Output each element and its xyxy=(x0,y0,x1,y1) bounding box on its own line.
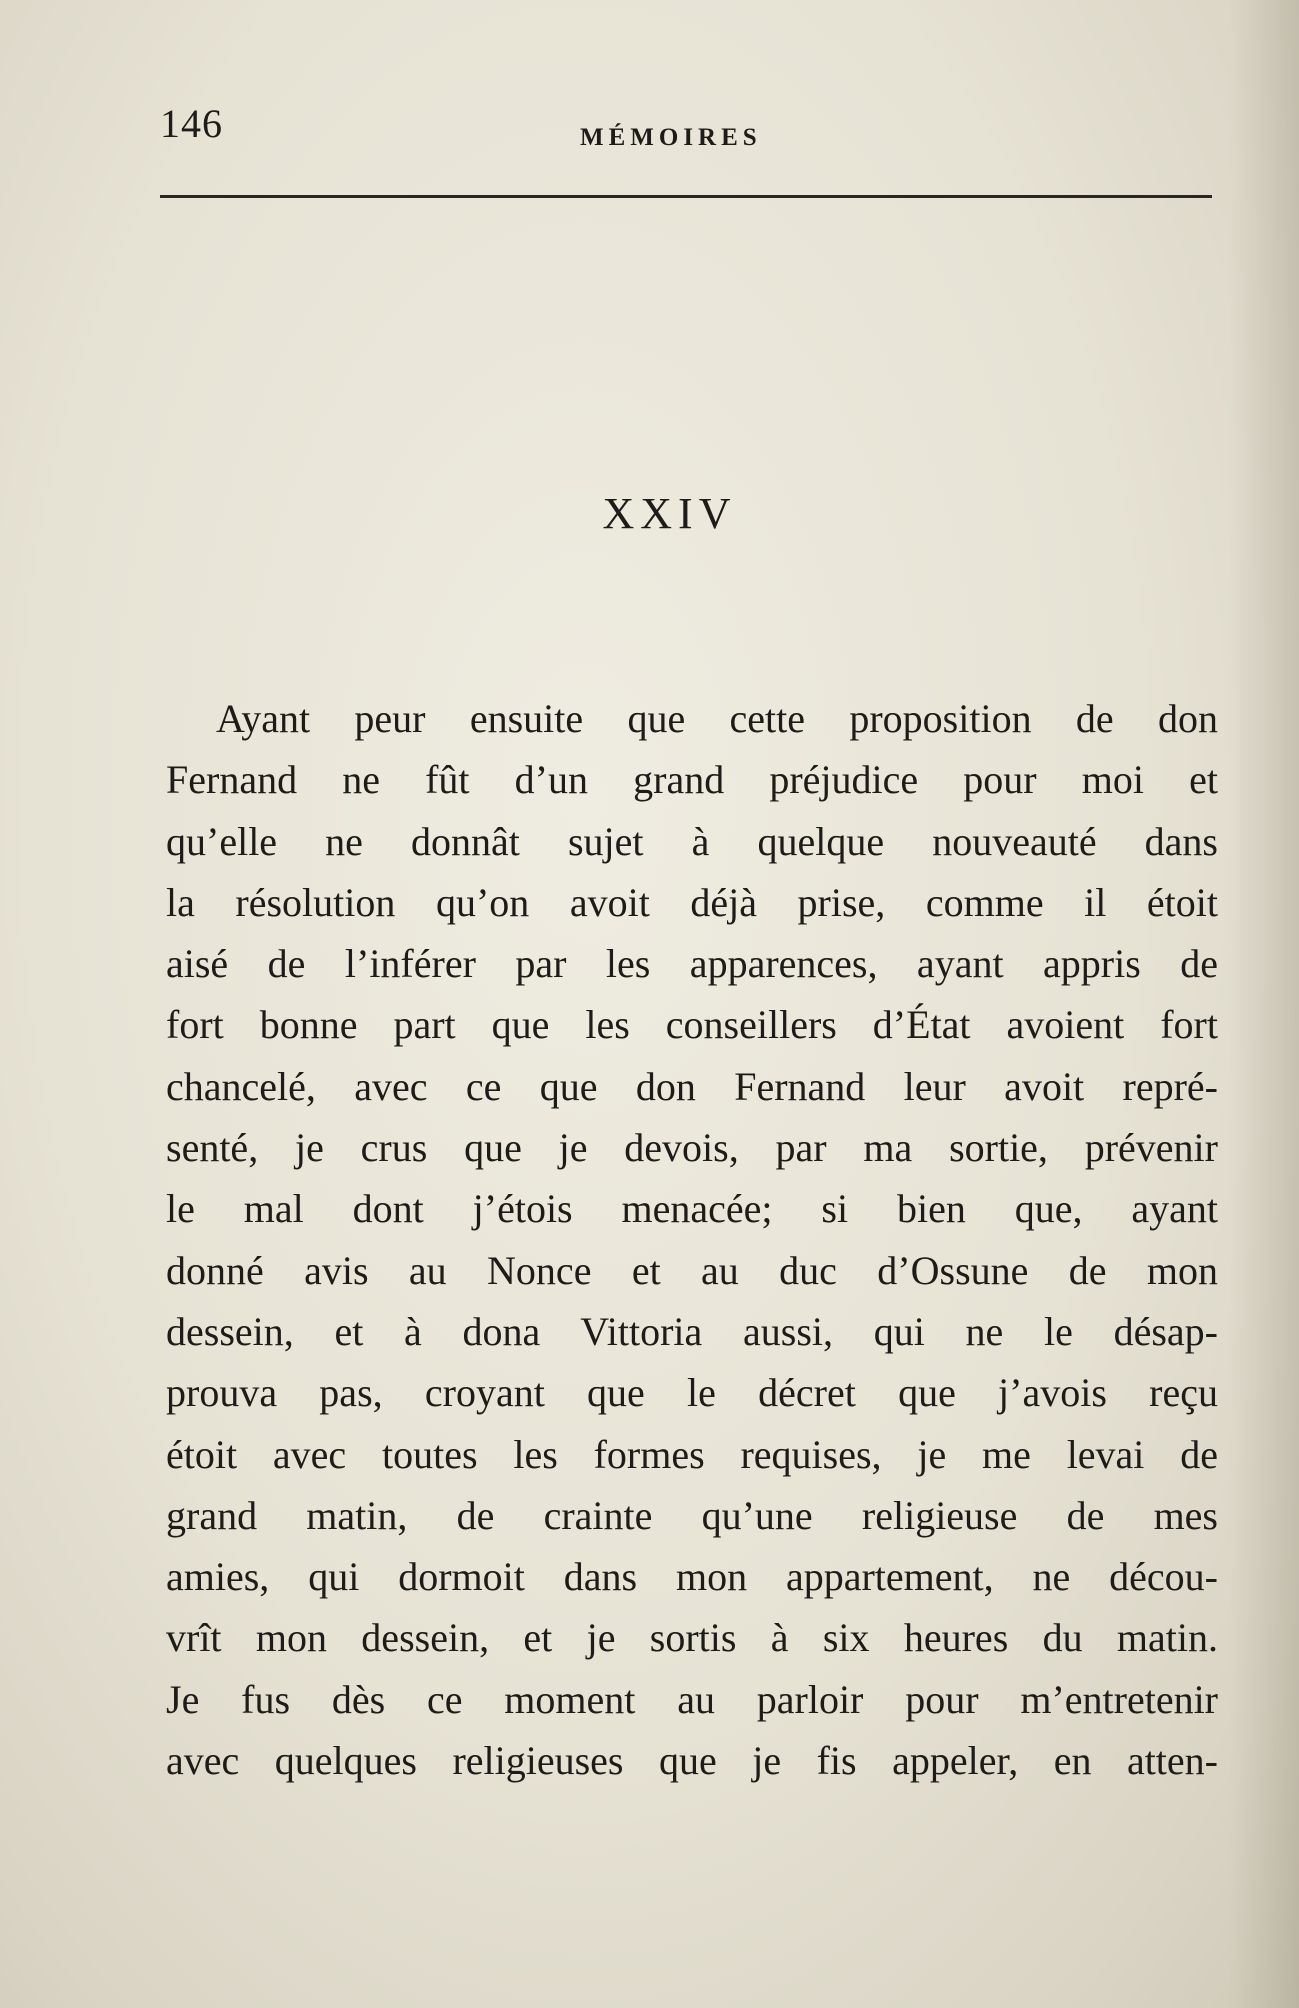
text-line: aisé de l’inférer par les apparences, ayant appris de xyxy=(166,941,1218,987)
text-line: amies, qui dormoit dans mon appartement, ne décou- xyxy=(166,1554,1218,1600)
text-line: prouva pas, croyant que le décret que j’avois reçu xyxy=(166,1370,1218,1416)
text-line: donné avis au Nonce et au duc d’Ossune de mon xyxy=(166,1247,1218,1293)
header-rule xyxy=(160,195,1212,198)
running-title: MÉMOIRES xyxy=(580,124,762,151)
text-line: avec quelques religieuses que je fis appeler, en atten- xyxy=(166,1738,1218,1784)
running-head xyxy=(160,100,1215,160)
text-line: grand matin, de crainte qu’une religieuse de mes xyxy=(166,1492,1218,1538)
text-line: Fernand ne fût d’un grand préjudice pour moi et xyxy=(166,757,1218,803)
text-line: Ayant peur ensuite que cette proposition de don xyxy=(216,696,1218,741)
text-line: qu’elle ne donnât sujet à quelque nouveauté dans xyxy=(166,818,1218,864)
text-line: vrît mon dessein, et je sortis à six heures du matin. xyxy=(166,1615,1218,1661)
text-line: fort bonne part que les conseillers d’État avoient fort xyxy=(166,1002,1218,1048)
text-line: étoit avec toutes les formes requises, je me levai de xyxy=(166,1431,1218,1477)
text-line: Je fus dès ce moment au parloir pour m’entretenir xyxy=(166,1676,1218,1722)
text-line: dessein, et à dona Vittoria aussi, qui ne le désap- xyxy=(166,1308,1218,1354)
page-number: 146 xyxy=(160,101,223,146)
page-edge-shadow xyxy=(1229,0,1299,2008)
chapter-title: XXIV xyxy=(602,489,737,538)
text-line: la résolution qu’on avoit déjà prise, comme il étoit xyxy=(166,879,1218,925)
text-line: senté, je crus que je devois, par ma sortie, prévenir xyxy=(166,1125,1218,1171)
text-line: chancelé, avec ce que don Fernand leur avoit repré- xyxy=(166,1063,1218,1109)
body-text xyxy=(166,688,1218,1791)
text-line: le mal dont j’étois menacée; si bien que, ayant xyxy=(166,1186,1218,1232)
